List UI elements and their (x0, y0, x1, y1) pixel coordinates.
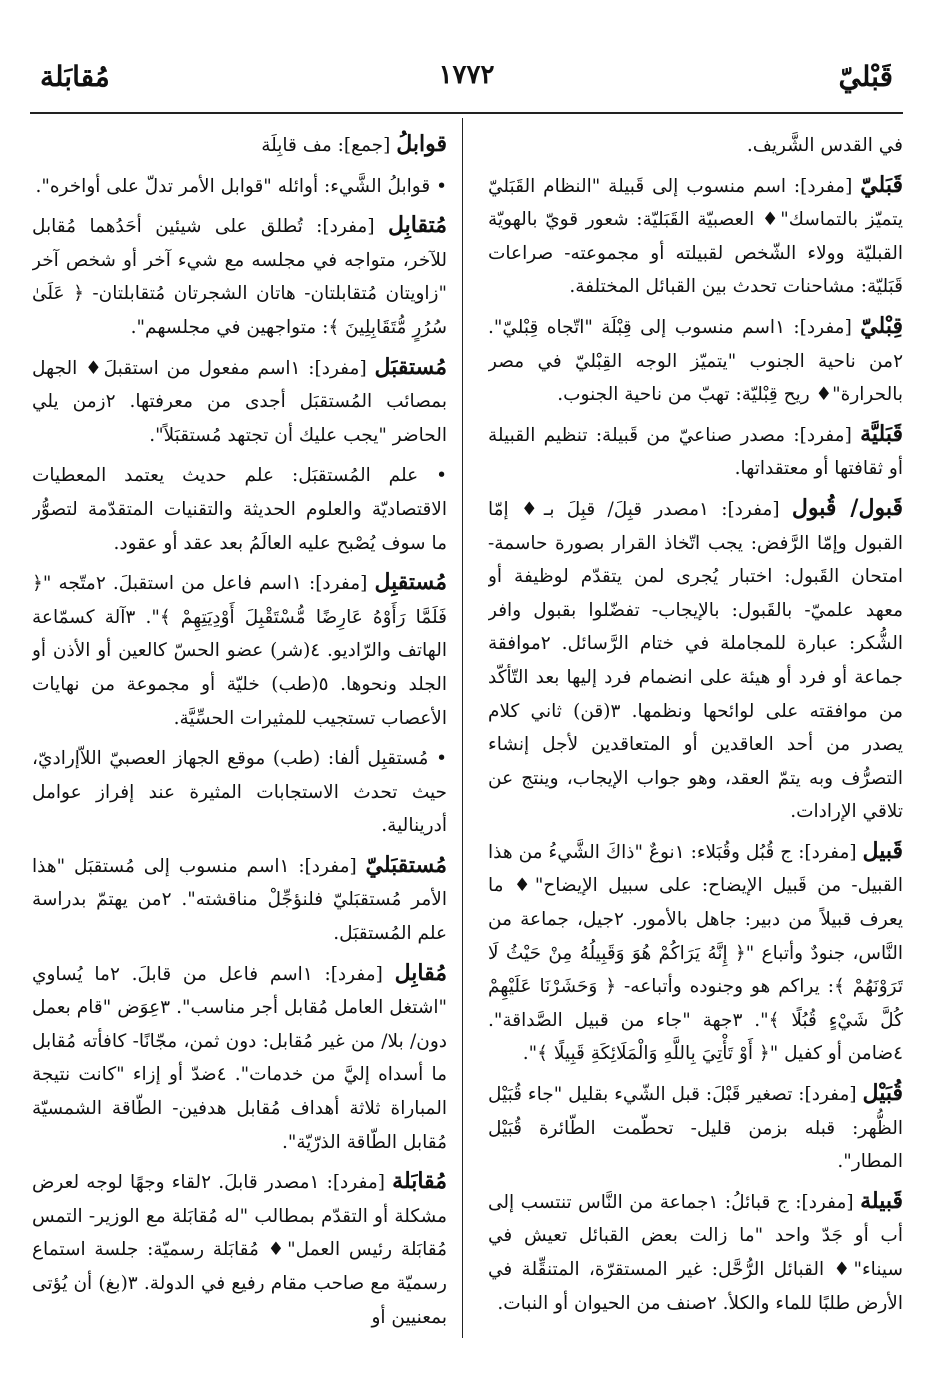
entry (32, 209, 447, 344)
entry-text: • علم المُستقبَل: علم حديث يعتمد المعطيات الاقتصاديّة والعلوم الحديثة والتقنيات المتقدّمة لتصوُّر ما سوف يُصْبح عليه العالَمُ بعد عقد أو عقود. (32, 465, 447, 554)
entry (32, 849, 447, 951)
entry-text: [مفرد]: ج قُبُل وقُبَلاء: ١نوعٌ "ذاكَ الشَّيءُ من هذا القبيل- من قَبيل الإيضاح: على سبيل الإيضاح"♦ ما يعرف قبيلاً من دبير: جاهل بالأمور. ٢جيل، جماعة من النَّاس، جنودٌ وأتباع "﴿ إِنَّهُ يَرَاكُمْ هُوَ وَقَبِيلُهُ مِنْ حَيْثُ لَا تَرَوْنَهُمْ ﴾: يراكم هو وجنوده وأتباعه- ﴿ وَحَشَرْنَا عَلَيْهِمْ كُلَّ شَيْءٍ قُبُلًا ﴾". ٣جهة "جاء من قبيل الصَّداقة". ٤ضامن أو كفيل "﴿ أَوْ تَأْتِيَ بِاللَّهِ وَالْمَلَائِكَةِ قَبِيلًا ﴾". (488, 841, 903, 1065)
entry-text: [مفرد]: مصدر صناعيّ من قَبيلة: تنظيم القبيلة أو ثقافتها أو معتقداتها. (488, 424, 903, 480)
entry-headword: مُتقابِل (387, 212, 447, 239)
entry (488, 1185, 903, 1320)
header-last-headword: مُقابَلة (40, 60, 110, 93)
entry (32, 458, 447, 560)
entry-text: [مفرد]: تُطلق على شيئين أحَدُهما مُقابل للآخر، متواجه في مجلسه مع شيء آخر أو شخص آخر "زاويتان مُتقابلتان- هاتان الشجرتان مُتقابلتان- ﴿ عَلَىٰ سُرُرٍ مُّتَقَابِلِينَ ﴾: متواجهين في مجلسهم". (32, 216, 447, 338)
entry-headword: مُقابَلة (392, 1168, 447, 1195)
entry (488, 835, 903, 1071)
entry-text: [مفرد]: ١اسم منسوب إلى مُستقبَل "هذا الأمر مُستقبَليّ فلنؤجِّلْ مناقشته". ٢من يهتمّ بدراسة علم المُستقبَل. (32, 855, 447, 945)
column-divider (462, 118, 463, 1338)
entry-headword: قَبيل (862, 837, 903, 864)
entry (32, 128, 447, 163)
entry-headword: قَبيلة (860, 1187, 903, 1214)
entry-headword: قَبَليَّة (860, 420, 903, 447)
entry-text: في القدس الشَّريف. (746, 135, 903, 156)
entry (488, 418, 903, 486)
entry-text: [مفرد]: ١اسم منسوب إلى قِبْلَة "اتّجاه قِبْليّ". ٢من ناحية الجنوب "يتميّز الوجه القِبْليّ في مصر بالحرارة"♦ ريح قِبْليّة: تهبّ من ناحية الجنوب. (488, 316, 903, 406)
entry (32, 741, 447, 843)
entry (488, 169, 903, 304)
entry (488, 310, 903, 412)
header-first-headword: قَبْليّ (838, 60, 893, 93)
entry-headword: قِبْليّ (860, 312, 903, 339)
entry-text: [مفرد]: اسم منسوب إلى قَبيلة "النظام القَبَليّ يتميّز بالتماسك"♦ العصبيّة القَبَليّة: شعور قويّ بالهويّة القبليّة وولاء الشّخص لقبيلته أو مجموعته- صراعات قَبَليّة: مشاحنات تحدث بين القبائل المختلفة. (488, 175, 903, 298)
entry (32, 351, 447, 453)
entry-headword: مُستقبِل (374, 569, 447, 596)
entry-text: • مُستقبِل ألفا: (طب) موقع الجهاز العصبيّ اللاّإراديّ، حيث تحدث الاستجابات المثيرة عند إفراز عوامل أدرينالية. (32, 748, 447, 837)
entry-headword: مُستقبَل (374, 353, 447, 380)
entry (32, 1165, 447, 1334)
entry-headword: مُقابِل (394, 959, 447, 986)
entry (488, 128, 903, 163)
page-number: ١٧٧٢ (438, 60, 495, 90)
entry-text: [مفرد]: ١اسم فاعل من قابلَ. ٢ما يُساوي "اشتغل العامل مُقابل أجر مناسب". ٣عِوَض "قام بعمل دون/ بلا/ من غير مُقابل: دون ثمن، مجّانًا- كافأته مُقابل ما أسداه إليَّ من خدمات". ٤ضدّ أو إزاء "كانت نتيجة المباراة ثلاثة أهداف مُقابل هدفين- الطّاقة الشمسيّة مُقابل الطّاقة الذرّيّة". (32, 963, 447, 1153)
entry-headword: قَبول/ قُبول (791, 494, 903, 521)
entry-text: [مفرد]: ١اسم مفعول من استقبلَ♦ الجهل بمصائب المُستقبَل أجدى من معرفتها. ٢زمن يلي الحاضر "يجب عليك أن تجتهد مُستقبَلاً". (32, 357, 447, 446)
entry-headword: قُبَيْل (862, 1080, 903, 1107)
entry-headword: قَبَليّ (860, 171, 903, 198)
entry-text: [مفرد]: ١مصدر قابلَ. ٢لقاء وجهًا لوجه لعرض مشكلة أو التقدّم بمطالب "له مُقابَلة مع الوزير- التمس مُقابَلة رئيس العمل"♦ مُقابَلة رسميّة: جلسة استماع رسميّة مع صاحب مقام رفيع في الدولة. ٣(بغ) أن يُؤتى بمعنيين أو (32, 1172, 447, 1328)
entry (32, 957, 447, 1160)
entry-text: [مفرد]: ١اسم فاعل من استقبلَ. ٢متّجه "﴿ فَلَمَّا رَأَوْهُ عَارِضًا مُّسْتَقْبِلَ أَوْدِيَتِهِمْ ﴾". ٣آلة كسمّاعة الهاتف والرّاديو. ٤(شر) عضو الحسّ كالعين أو الأذن أو الجلد ونحوها. ٥(طب) خليّة أو مجموعة من نهايات الأعصاب تستجيب للمثيرات الحسِّيَّة. (32, 573, 447, 729)
entry-text: [مفرد]: تصغير قَبْلَ: قبل الشّيء بقليل "جاء قُبَيْل الظُّهر: قبله بزمن قليل- تحطّمت الطّائرة قُبَيْل المطار". (488, 1084, 903, 1173)
entry-headword: قوابلُ (396, 131, 447, 157)
entry-text: [مفرد]: ١مصدر قبِلَ/ قبِلَ بـ♦ إمّا القبول وإمّا الرَّفض: يجب اتّخاذ القرار بصورة حاسمة- امتحان القَبول: اختبار يُجرى لمن يتقدّم لوظيفة أو معهد علميّ- بالقَبول: بالإيجاب- تفضّلوا بقبول وافر الشُّكر: عبارة للمجاملة في ختام الرَّسائل. ٢موافقة جماعة أو فرد أو هيئة على انضمام فرد إليها بعد التّأكّد من موافقته على لوائحها ونظمها. ٣(قن) ثاني كلام يصدر من أحد العاقدين أو المتعاقدين لأجل إنشاء التصرُّف وبه يتمّ العقد، وهو جواب الإيجاب، وينتج عن تلاقي الإرادات. (488, 498, 903, 823)
entry-text: • قوابلُ الشَّيء: أوائله "قوابل الأمر تدلّ على أواخره". (35, 175, 447, 197)
header-rule (30, 112, 903, 114)
left-column (32, 128, 447, 1358)
entry-headword: مُستقبَليّ (365, 851, 447, 878)
entry (488, 1077, 903, 1179)
entry (488, 492, 903, 829)
page-header (30, 60, 903, 110)
right-column (488, 128, 903, 1358)
entry-text: [جمع]: مف قابِلَة (261, 135, 397, 156)
entry-text: [مفرد]: ج قبائلُ: ١جماعة من النَّاس تنتسب إلى أب أو جَدّ واحد "ما زالت بعض القبائل تعيش في سيناء"♦ القبائل الرُّحَّل: غير المستقرّة، المتنقِّلة في الأرض طلبًا للماء والكلأ. ٢صنف من الحيوان أو النبات. (488, 1191, 903, 1314)
entry (32, 169, 447, 204)
entry (32, 566, 447, 735)
